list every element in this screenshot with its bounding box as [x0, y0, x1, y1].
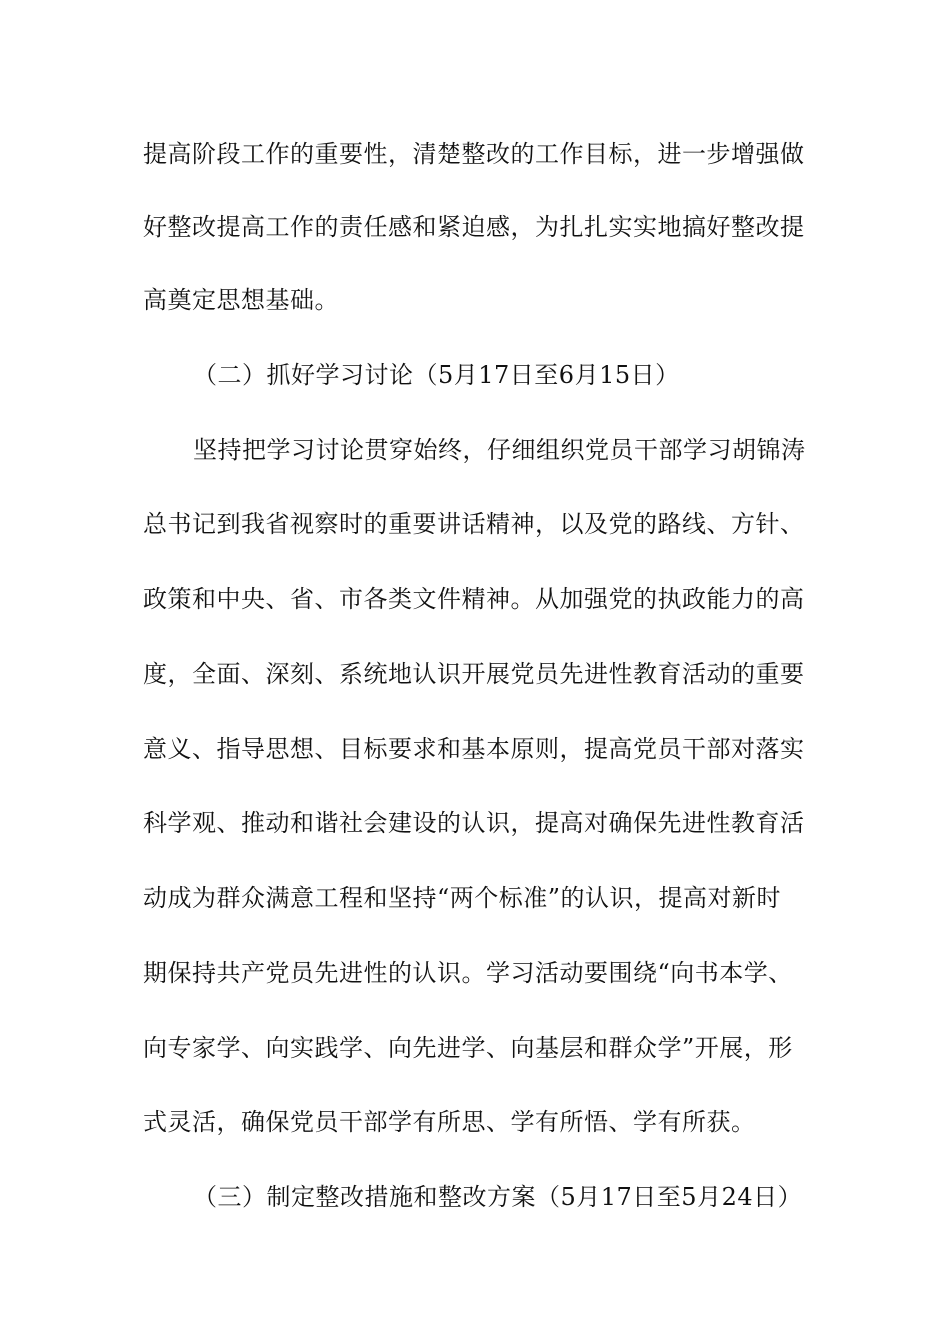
- paragraph-line: 政策和中央、省、市各类文件精神。从加强党的执政能力的高: [143, 585, 805, 613]
- paragraph-line: 提高阶段工作的重要性，清楚整改的工作目标，进一步增强做: [143, 140, 805, 168]
- paragraph-line: 意义、指导思想、目标要求和基本原则，提高党员干部对落实: [143, 735, 805, 763]
- paragraph-line: 总书记到我省视察时的重要讲话精神，以及党的路线、方针、: [143, 510, 805, 538]
- paragraph-line: 科学观、推动和谐社会建设的认识，提高对确保先进性教育活: [143, 809, 805, 837]
- paragraph-line: 高奠定思想基础。: [143, 286, 339, 314]
- paragraph-line: 度，全面、深刻、系统地认识开展党员先进性教育活动的重要: [143, 660, 805, 688]
- paragraph-line: 坚持把学习讨论贯穿始终，仔细组织党员干部学习胡锦涛: [193, 436, 806, 464]
- section-heading: （三）制定整改措施和整改方案（5月17日至5月24日）: [193, 1183, 803, 1211]
- paragraph-line: 期保持共产党员先进性的认识。学习活动要围绕“向书本学、: [143, 959, 793, 987]
- section-heading: （二）抓好学习讨论（5月17日至6月15日）: [193, 361, 680, 389]
- paragraph-line: 好整改提高工作的责任感和紧迫感，为扎扎实实地搞好整改提: [143, 213, 805, 241]
- paragraph-line: 式灵活，确保党员干部学有所思、学有所悟、学有所获。: [143, 1108, 756, 1136]
- paragraph-line: 向专家学、向实践学、向先进学、向基层和群众学”开展，形: [143, 1034, 793, 1062]
- paragraph-line: 动成为群众满意工程和坚持“两个标准”的认识，提高对新时: [143, 884, 782, 912]
